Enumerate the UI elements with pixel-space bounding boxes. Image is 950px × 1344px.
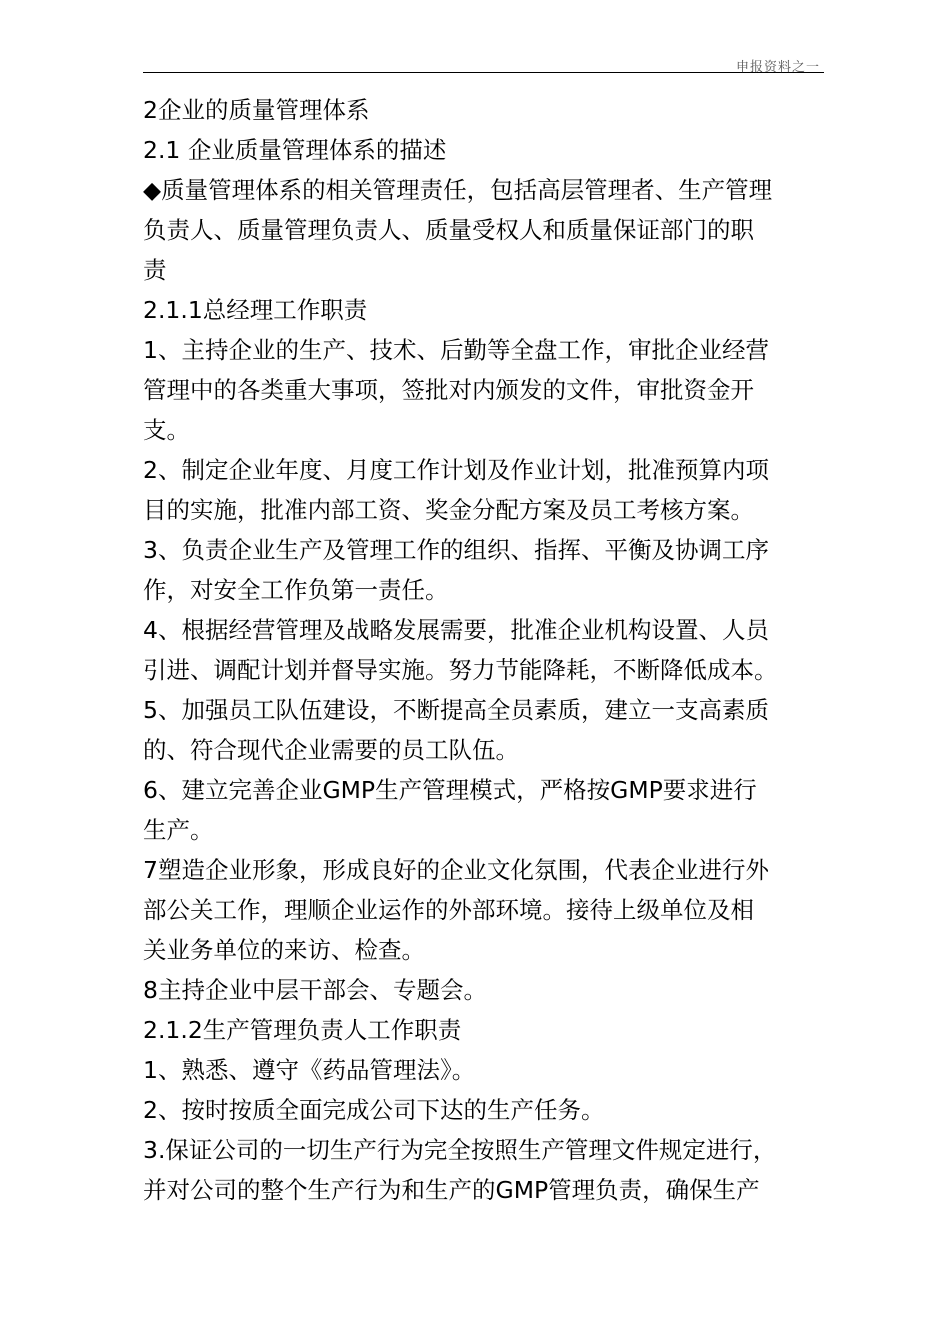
text-line: 8主持企业中层干部会、专题会。 [143,976,487,1004]
text-line: 关业务单位的来访、检查。 [143,936,425,964]
text-line: 4、根据经营管理及战略发展需要，批准企业机构设置、人员 [143,616,769,644]
text-line: 引进、调配计划并督导实施。努力节能降耗，不断降低成本。 [143,656,778,684]
subsection-heading: 2.1 企业质量管理体系的描述 [143,136,447,164]
text-line: 支。 [143,416,190,444]
text-line: 负责人、质量管理负责人、质量受权人和质量保证部门的职 [143,216,754,244]
text-line: 生产。 [143,816,214,844]
text-line: 作，对安全工作负第一责任。 [143,576,449,604]
text-line: 5、加强员工队伍建设，不断提高全员素质，建立一支高素质 [143,696,769,724]
text-line: 1、主持企业的生产、技术、后勤等全盘工作，审批企业经营 [143,336,769,364]
text-line: 部公关工作，理顺企业运作的外部环境。接待上级单位及相 [143,896,754,924]
text-line: ◆质量管理体系的相关管理责任，包括高层管理者、生产管理 [143,176,773,204]
subsection-heading: 2.1.1总经理工作职责 [143,296,368,324]
section-heading: 2企业的质量管理体系 [143,96,370,124]
text-line: 并对公司的整个生产行为和生产的GMP管理负责，确保生产 [143,1176,760,1204]
text-line: 7塑造企业形象，形成良好的企业文化氛围，代表企业进行外 [143,856,769,884]
subsection-heading: 2.1.2生产管理负责人工作职责 [143,1016,462,1044]
text-line: 3.保证公司的一切生产行为完全按照生产管理文件规定进行， [143,1136,777,1164]
text-line: 1、熟悉、遵守《药品管理法》。 [143,1056,476,1084]
text-line: 6、建立完善企业GMP生产管理模式，严格按GMP要求进行 [143,776,757,804]
document-body [143,90,827,1210]
text-line: 管理中的各类重大事项，签批对内颁发的文件，审批资金开 [143,376,754,404]
text-line: 3、负责企业生产及管理工作的组织、指挥、平衡及协调工序 [143,536,769,564]
text-line: 2、制定企业年度、月度工作计划及作业计划，批准预算内项 [143,456,769,484]
page-header [143,52,824,73]
text-line: 2、按时按质全面完成公司下达的生产任务。 [143,1096,605,1124]
text-line: 目的实施，批准内部工资、奖金分配方案及员工考核方案。 [143,496,754,524]
header-label: 申报资料之一 [735,60,820,75]
text-line: 的、符合现代企业需要的员工队伍。 [143,736,519,764]
text-line: 责 [143,256,167,284]
